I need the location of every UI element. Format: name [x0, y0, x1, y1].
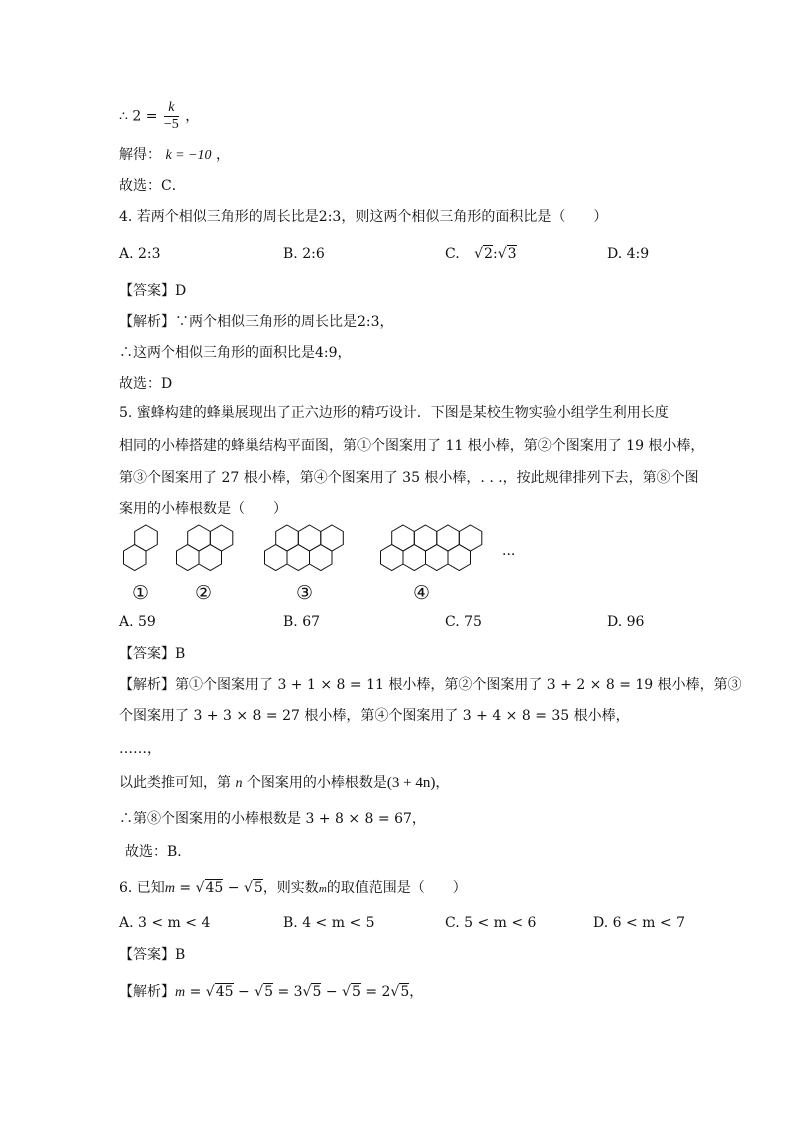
variable-n: n	[235, 776, 243, 791]
ratio-sign: :	[492, 246, 498, 262]
q5-explanation-2: 个图案用了 3 + 3 × 8 = 27 根小棒，第④个图案用了 3 + 4 × 8 = 35 根小棒，	[119, 708, 630, 724]
q4-option-c: C. √2:√3	[445, 246, 517, 262]
hexagon-p2-bottom-1	[177, 545, 200, 571]
honeycomb-figure	[0, 520, 794, 600]
q4-explanation-2: ∴这两个相似三角形的面积比是4:9，	[119, 345, 352, 361]
continuation-dots: ···	[502, 547, 516, 563]
minus: −	[223, 880, 244, 896]
q4-answer: 【答案】D	[119, 283, 187, 299]
q5-explanation-1: 【解析】第①个图案用了 3 + 1 × 8 = 11 根小棒，第②个图案用了 3 + 2 × 8 = 19 根小棒，第③	[119, 677, 742, 693]
variable-m: m	[318, 883, 327, 895]
q4-select: 故选：D	[119, 376, 173, 392]
hexagon-p2-top-2	[210, 525, 233, 551]
q5-explanation-4	[119, 774, 449, 793]
radicand: 5	[264, 984, 273, 1000]
q5-option-a: A. 59	[119, 614, 156, 630]
option-label: C.	[445, 246, 460, 262]
q4-explanation: 【解析】∵两个相似三角形的周长比是2:3，	[119, 314, 394, 330]
hexagon-p3-top-1	[276, 525, 299, 551]
fraction-numerator: k	[164, 100, 179, 117]
hexagon-p4-top-1	[392, 525, 415, 551]
q5-option-b: B. 67	[283, 614, 321, 630]
question-5-line-2: 相同的小棒搭建的蜂巢结构平面图，第①个图案用了 11 根小棒，第②个图案用了 19 根小棒，	[119, 438, 705, 454]
q5-option-d: D. 96	[607, 614, 645, 630]
equals: =	[185, 984, 206, 1000]
therefore-text: ∴ 2 =	[119, 108, 158, 125]
question-5-line-1: 5. 蜜蜂构建的蜂巢展现出了正六边形的精巧设计．下图是某校生物实验小组学生利用长度	[119, 405, 669, 421]
solve-label: 解得：	[119, 147, 161, 163]
hexagon-p4-bottom-2	[403, 545, 426, 571]
solve-result: k = −10	[165, 148, 212, 163]
solution-line	[119, 146, 230, 165]
question-4: 4. 若两个相似三角形的周长比是2:3，则这两个相似三角形的面积比是（ ）	[119, 209, 608, 225]
expression: (3 + 4n)	[386, 775, 436, 791]
q4-option-d: D. 4:9	[607, 246, 650, 262]
radicand: 5	[400, 984, 410, 1000]
q6-answer: 【答案】B	[119, 947, 186, 963]
radicand: 2	[484, 246, 493, 262]
operator: = 3	[273, 984, 303, 1000]
q6-option-d: D. 6 < m < 7	[593, 915, 685, 931]
text: 个图案用的小棒根数是	[242, 775, 387, 791]
hexagon-p4-top-3	[437, 525, 460, 551]
q4-option-b: B. 2:6	[283, 246, 325, 262]
radicand: 3	[507, 246, 517, 262]
operator: −	[233, 984, 255, 1000]
question-6: 6. 已知m = √45 − √5，则实数m的取值范围是（ ）	[119, 880, 467, 896]
q5-select: 故选：B．	[125, 844, 192, 860]
question-5-line-3: 第③个图案用了 27 根小棒，第④个图案用了 35 根小棒，. . .，按此规律排列下去，第⑧个图	[119, 470, 699, 486]
comma: ，	[409, 984, 424, 1000]
operator: −	[321, 984, 343, 1000]
text: 的取值范围是（ ）	[326, 880, 467, 896]
question-5-line-4: 案用的小棒根数是（ ）	[119, 501, 287, 517]
comma: ，	[185, 108, 200, 125]
figure-label-4: ④	[413, 582, 431, 604]
formula-line	[119, 100, 199, 133]
hexagon-p4-bottom-3	[426, 545, 449, 571]
select-line: 故选：C．	[119, 178, 186, 194]
fraction	[164, 100, 179, 133]
variable-m: m	[175, 985, 186, 1000]
q6-option-c: C. 5 < m < 6	[445, 915, 537, 931]
radicand: 45	[205, 880, 224, 896]
hexagon-p3-top-3	[321, 525, 344, 551]
hexagon-p1-top-1	[135, 525, 158, 551]
text: 【解析】	[119, 984, 175, 1000]
hexagon-p4-top-4	[459, 525, 482, 551]
q6-explanation: 【解析】m = √45 − √5 = 3√5 − √5 = 2√5，	[119, 984, 424, 1000]
fraction-denominator: −5	[163, 117, 179, 132]
q5-explanation-5: ∴第⑧个图案用的小棒根数是 3 + 8 × 8 = 67，	[119, 811, 426, 827]
comma: ，	[435, 775, 450, 791]
text: 6. 已知	[119, 880, 165, 896]
hexagon-p2-top-1	[188, 525, 211, 551]
radicand: 5	[253, 880, 263, 896]
hexagon-p4-top-2	[414, 525, 437, 551]
equals: =	[174, 880, 196, 896]
radicand: 5	[351, 984, 361, 1000]
figure-label-3: ③	[296, 582, 314, 604]
hexagon-p4-bottom-4	[448, 545, 471, 571]
text: ，则实数	[262, 880, 319, 896]
q6-option-a: A. 3 < m < 4	[119, 915, 211, 931]
q6-option-b: B. 4 < m < 5	[283, 915, 375, 931]
radicand: 45	[215, 984, 234, 1000]
hexagon-p3-bottom-3	[310, 545, 333, 571]
hexagon-p1-bottom-1	[124, 545, 147, 571]
variable-m: m	[164, 881, 175, 896]
hexagon-p2-bottom-2	[199, 545, 222, 571]
radicand: 5	[312, 984, 322, 1000]
q5-option-c: C. 75	[445, 614, 482, 630]
q5-explanation-3: ……，	[119, 741, 161, 757]
comma: ，	[216, 147, 231, 163]
figure-label-1: ①	[132, 582, 150, 604]
q4-option-a: A. 2:3	[119, 246, 161, 262]
operator: = 2	[360, 984, 391, 1000]
figure-label-2: ②	[195, 582, 213, 604]
q5-answer: 【答案】B	[119, 646, 186, 662]
hexagon-p3-bottom-1	[265, 545, 288, 571]
hexagon-p3-top-2	[298, 525, 321, 551]
hexagon-p4-bottom-1	[381, 545, 404, 571]
text: 以此类推可知，第	[119, 775, 236, 791]
hexagon-p3-bottom-2	[287, 545, 310, 571]
